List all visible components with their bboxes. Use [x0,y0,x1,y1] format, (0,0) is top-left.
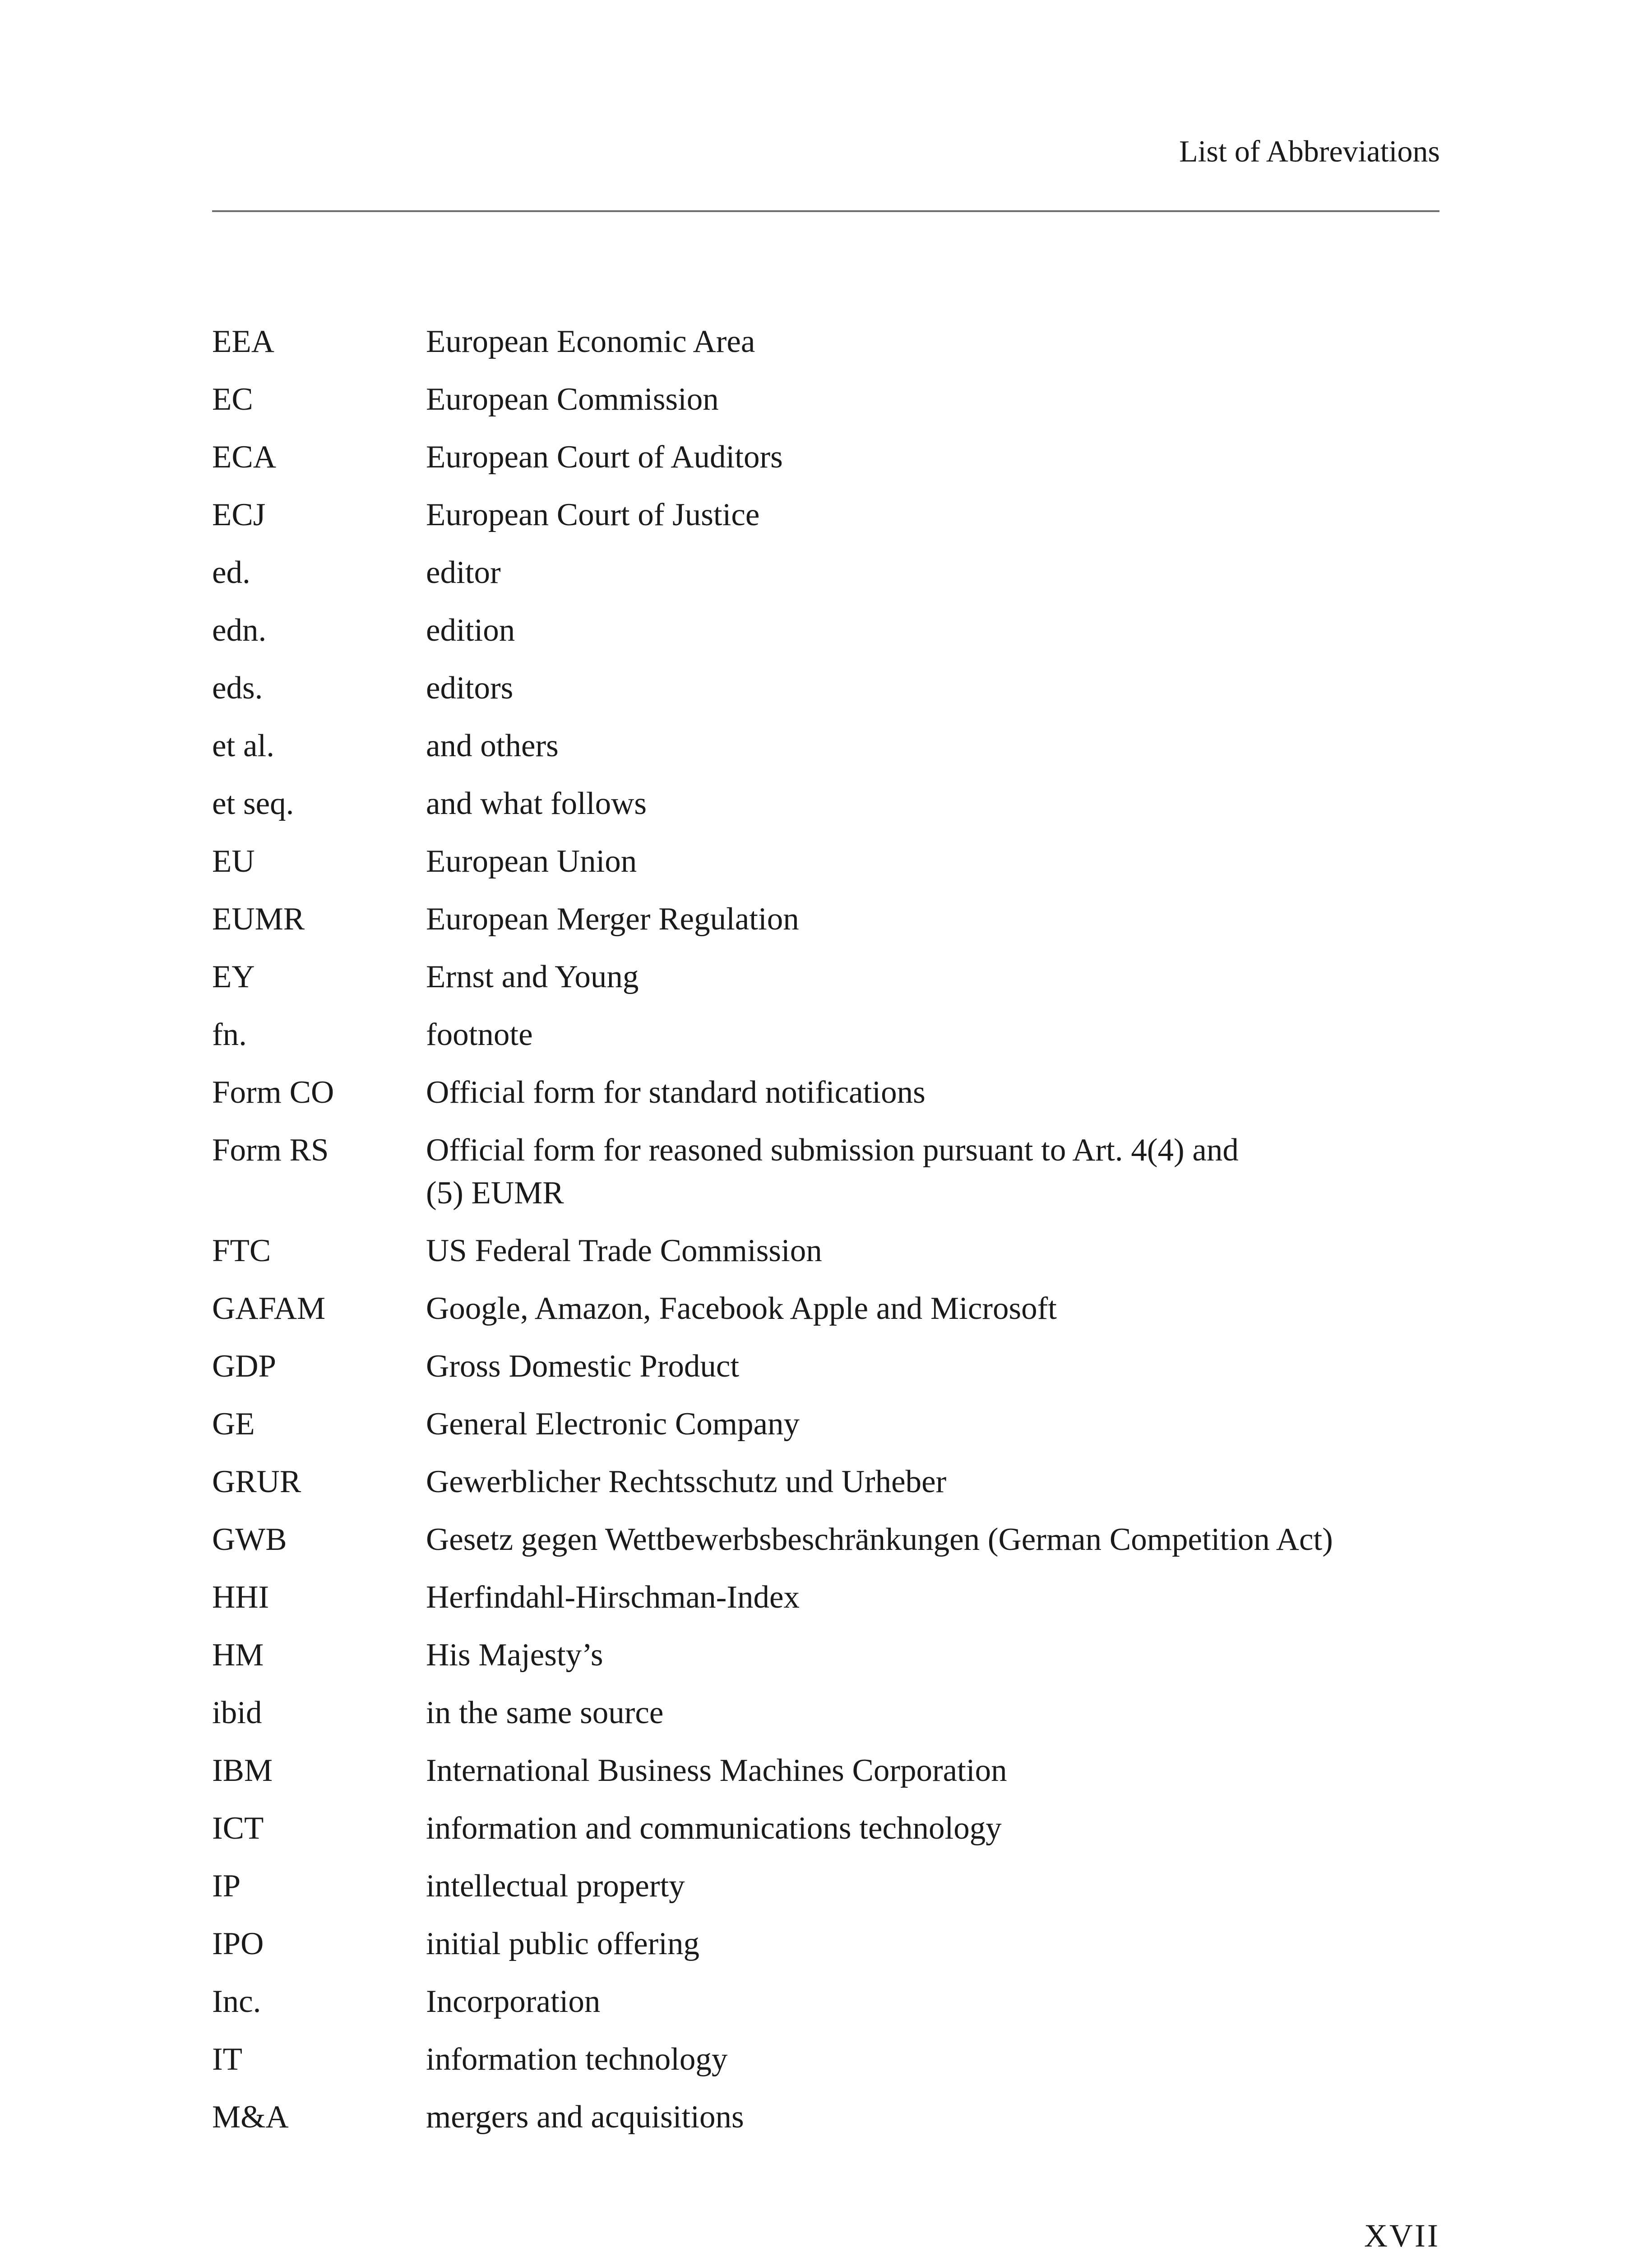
abbreviation-term: M&A [212,2099,289,2135]
abbreviation-definition: Ernst and Young [426,959,639,994]
abbreviation-definition: Official form for standard notifications [426,1075,925,1110]
abbreviation-term: et al. [212,728,274,763]
abbreviation-definition: information technology [426,2042,728,2077]
abbreviation-term: EC [212,382,253,417]
abbreviation-term: ed. [212,555,250,590]
abbreviation-entry [212,320,1439,363]
abbreviation-definition: European Court of Justice [426,497,760,532]
abbreviation-definition: Gross Domestic Product [426,1349,740,1384]
abbreviation-entry [212,1013,1439,1056]
abbreviation-term: HHI [212,1580,269,1615]
abbreviation-term: GWB [212,1522,287,1557]
abbreviation-entry [212,1576,1439,1619]
abbreviation-entry [212,1749,1439,1792]
abbreviation-term: GAFAM [212,1291,326,1326]
abbreviation-entry [212,956,1439,999]
abbreviation-entry [212,898,1439,941]
abbreviation-definition: Google, Amazon, Facebook Apple and Microsoft [426,1291,1057,1326]
abbreviation-definition: mergers and acquisitions [426,2099,744,2135]
abbreviation-entry [212,1634,1439,1677]
abbreviation-definition: European Merger Regulation [426,901,799,937]
abbreviation-term: Form RS [212,1133,329,1168]
abbreviation-term: GRUR [212,1464,301,1499]
abbreviation-definition: editor [426,555,501,590]
page-number: XVII [1364,2218,1440,2254]
abbreviation-entry [212,1518,1439,1561]
abbreviation-definition: initial public offering [426,1926,699,1961]
abbreviation-term: EY [212,959,255,994]
abbreviation-term: fn. [212,1017,247,1052]
abbreviation-entry [212,1403,1439,1446]
abbreviation-definition: Gewerblicher Rechtsschutz und Urheber [426,1464,947,1499]
abbreviation-entry [212,1865,1439,1908]
abbreviation-definition: Incorporation [426,1984,601,2019]
abbreviation-definition: General Electronic Company [426,1406,800,1442]
abbreviation-entry [212,609,1439,652]
definition-line: Official form for reasoned submission pursuant to Art. 4(4) and [426,1133,1239,1168]
definition-line-continued: (5) EUMR [426,1175,564,1211]
abbreviation-definition: International Business Machines Corporation [426,1753,1007,1788]
abbreviation-entry [212,1980,1439,2023]
abbreviation-entry [212,782,1439,825]
abbreviation-term: GE [212,1406,255,1442]
abbreviation-definition: US Federal Trade Commission [426,1233,822,1268]
abbreviation-term: ECJ [212,497,266,532]
abbreviation-entry [212,1923,1439,1965]
abbreviation-definition [426,1129,1439,1215]
abbreviation-definition: and what follows [426,786,647,821]
abbreviation-definition: European Commission [426,382,719,417]
abbreviation-definition: European Economic Area [426,324,755,359]
abbreviation-term: EU [212,844,255,879]
abbreviation-definition: European Union [426,844,637,879]
abbreviation-definition: His Majesty’s [426,1637,603,1673]
abbreviation-entry [212,1692,1439,1734]
abbreviation-list [212,320,1439,2154]
abbreviation-definition: information and communications technology [426,1811,1002,1846]
abbreviation-term: GDP [212,1349,277,1384]
abbreviation-term: edn. [212,613,267,648]
abbreviation-definition: intellectual property [426,1868,685,1904]
abbreviation-term: ICT [212,1811,264,1846]
abbreviation-entry [212,840,1439,883]
abbreviation-entry [212,2096,1439,2139]
abbreviation-term: Inc. [212,1984,261,2019]
abbreviation-entry [212,1230,1439,1272]
abbreviation-entry [212,725,1439,767]
abbreviation-definition: footnote [426,1017,533,1052]
abbreviation-term: EUMR [212,901,305,937]
abbreviation-definition: in the same source [426,1695,664,1730]
abbreviation-entry [212,1345,1439,1388]
abbreviation-term: ibid [212,1695,262,1730]
abbreviation-definition: Gesetz gegen Wettbewerbsbeschränkungen (German Competition Act) [426,1522,1333,1557]
abbreviation-entry [212,1129,1439,1215]
abbreviation-term: IP [212,1868,241,1904]
abbreviation-definition: European Court of Auditors [426,439,783,475]
abbreviation-term: HM [212,1637,264,1673]
abbreviation-entry [212,1807,1439,1850]
abbreviation-term: Form CO [212,1075,334,1110]
abbreviation-term: IPO [212,1926,264,1961]
abbreviation-entry [212,1287,1439,1330]
abbreviation-term: IBM [212,1753,273,1788]
abbreviation-entry [212,436,1439,479]
abbreviation-entry [212,494,1439,536]
abbreviation-entry [212,378,1439,421]
abbreviation-term: ECA [212,439,276,475]
running-head-title: List of Abbreviations [1179,134,1440,168]
abbreviation-term: FTC [212,1233,271,1268]
abbreviation-term: eds. [212,670,263,706]
abbreviation-definition: and others [426,728,559,763]
abbreviation-definition: Herfindahl-Hirschman-Index [426,1580,800,1615]
abbreviation-entry [212,1461,1439,1503]
abbreviation-definition: edition [426,613,515,648]
abbreviation-definition: editors [426,670,514,706]
abbreviation-entry [212,667,1439,710]
abbreviation-entry [212,2038,1439,2081]
abbreviation-entry [212,1071,1439,1114]
abbreviation-term: IT [212,2042,243,2077]
header-rule-divider [212,210,1439,212]
abbreviation-term: EEA [212,324,275,359]
abbreviation-term: et seq. [212,786,294,821]
abbreviation-entry [212,551,1439,594]
